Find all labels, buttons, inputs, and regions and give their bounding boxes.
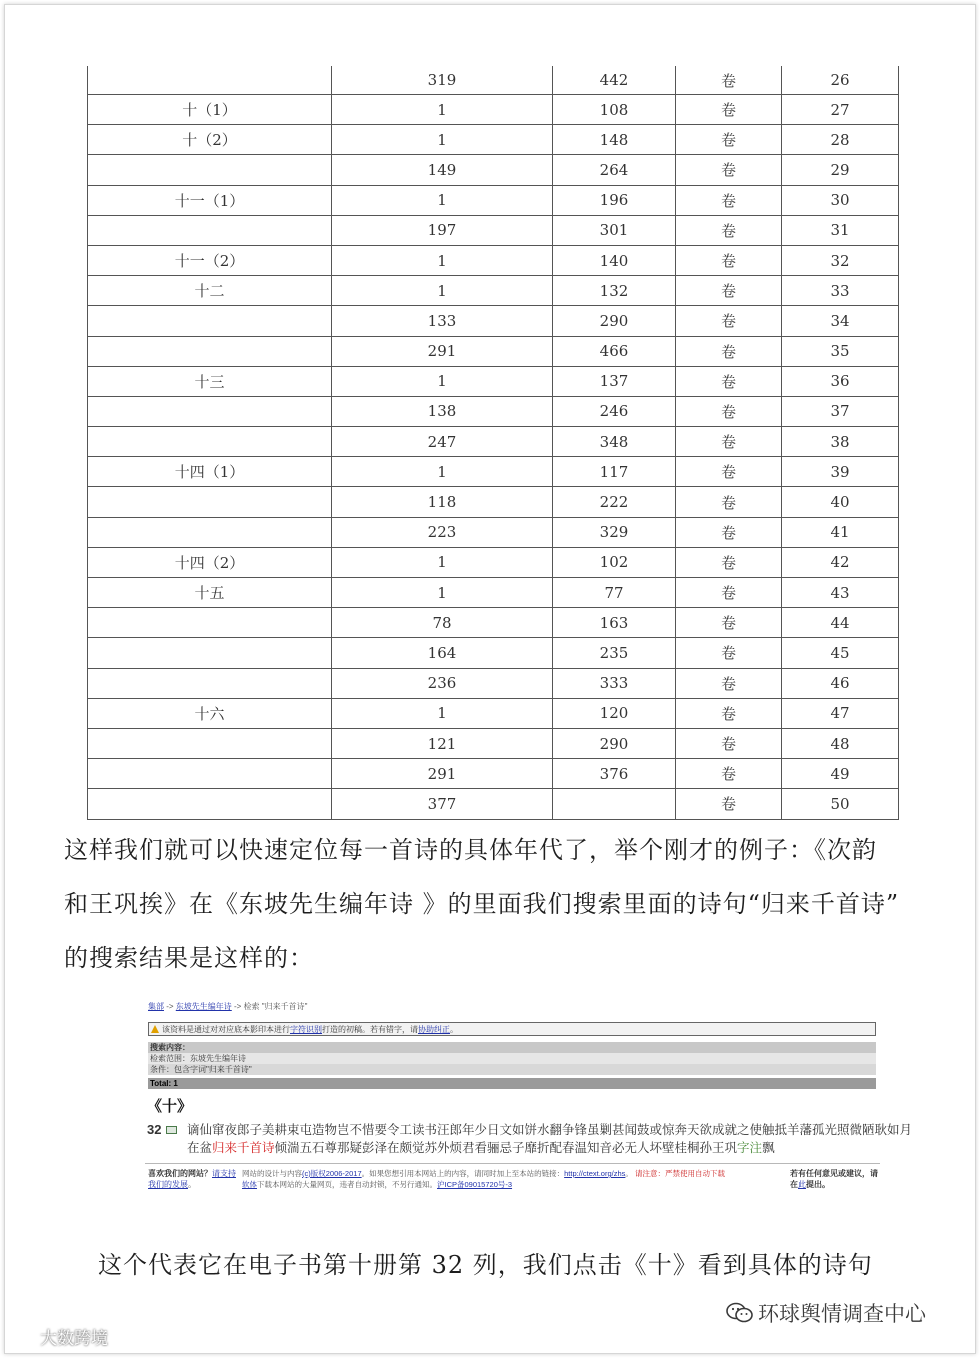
end-cell: 132 [553, 276, 676, 306]
breadcrumb [148, 1001, 307, 1012]
start-cell: 197 [332, 215, 553, 245]
end-cell: 235 [553, 638, 676, 668]
table-row [88, 728, 899, 758]
start-cell: 149 [332, 155, 553, 185]
index-cell: 46 [782, 668, 899, 698]
index-cell: 49 [782, 759, 899, 789]
volume-cell [88, 517, 332, 547]
end-cell: 333 [553, 668, 676, 698]
text-link-icon[interactable] [166, 1126, 177, 1134]
juan-cell: 卷 [676, 185, 782, 215]
table-row [88, 698, 899, 728]
start-cell: 1 [332, 457, 553, 487]
end-cell: 196 [553, 185, 676, 215]
breadcrumb-home-link[interactable]: 集部 [148, 1002, 164, 1011]
footer-line-1 [242, 1168, 782, 1179]
notice-text-pre: 该资料是通过对对应底本影印本进行 [162, 1025, 290, 1034]
start-cell: 236 [332, 668, 553, 698]
volume-cell: 十四（1） [88, 457, 332, 487]
start-cell: 133 [332, 306, 553, 336]
index-cell: 47 [782, 698, 899, 728]
volume-cell [88, 789, 332, 819]
table-row [88, 215, 899, 245]
index-cell: 41 [782, 517, 899, 547]
notice-text-post: 。 [450, 1025, 458, 1034]
volume-cell [88, 215, 332, 245]
software-link[interactable]: 软体 [242, 1180, 257, 1189]
end-cell: 163 [553, 608, 676, 638]
juan-cell: 卷 [676, 668, 782, 698]
copyright-link[interactable]: (c)版权2006-2017 [302, 1169, 362, 1178]
juan-cell: 卷 [676, 336, 782, 366]
end-cell: 376 [553, 759, 676, 789]
volume-cell [88, 306, 332, 336]
poem-line-2 [187, 1139, 887, 1157]
volume-cell [88, 66, 332, 95]
start-cell: 1 [332, 95, 553, 125]
start-cell: 1 [332, 276, 553, 306]
index-cell: 36 [782, 366, 899, 396]
juan-cell: 卷 [676, 457, 782, 487]
table-row [88, 396, 899, 426]
poem-line-2-mid: 倾湍五石尊那疑彭泽在颇觉苏外烦君看骊忌子靡折配春温知音必无人坏壁桂桐孙王巩 [274, 1141, 738, 1155]
poem-line-2-pre: 在盆 [187, 1141, 213, 1155]
poem-line-1: 谪仙窜夜郎子美耕束屯造物岂不惜要令工读书汪郎年少日文如饼水翻争锋虽剿甚闻鼓或惊奔天欲成就之使触抵羊藩孤光照微陋耿如月 [187, 1123, 913, 1137]
start-cell: 78 [332, 608, 553, 638]
start-cell: 1 [332, 547, 553, 577]
volume-cell: 十（1） [88, 95, 332, 125]
start-cell: 1 [332, 245, 553, 275]
result-number: 32 [147, 1122, 162, 1137]
footer-support-text: 喜欢我们的网站？ [148, 1169, 212, 1178]
volume-cell [88, 336, 332, 366]
index-cell: 44 [782, 608, 899, 638]
table-row [88, 276, 899, 306]
poem-note: 字注 [737, 1141, 763, 1155]
volume-cell: 十二 [88, 276, 332, 306]
volume-index-table [87, 66, 899, 820]
footer-line-2 [242, 1179, 782, 1190]
juan-cell: 卷 [676, 276, 782, 306]
juan-cell: 卷 [676, 578, 782, 608]
index-cell: 38 [782, 427, 899, 457]
footer-copyright [242, 1168, 782, 1190]
footer-feedback [790, 1168, 880, 1190]
table-row [88, 336, 899, 366]
footer-support [148, 1168, 243, 1190]
end-cell: 222 [553, 487, 676, 517]
end-cell: 120 [553, 698, 676, 728]
end-cell: 102 [553, 547, 676, 577]
footer-divider [145, 1163, 880, 1164]
table-row [88, 759, 899, 789]
end-cell: 117 [553, 457, 676, 487]
footer-feedback-post: 提出。 [806, 1180, 830, 1189]
index-cell: 27 [782, 95, 899, 125]
paragraph2: 这个代表它在电子书第十册第 32 列，我们点击《十》看到具体的诗句 [98, 1251, 873, 1279]
juan-cell: 卷 [676, 66, 782, 95]
start-cell: 118 [332, 487, 553, 517]
volume-cell: 十三 [88, 366, 332, 396]
index-cell: 50 [782, 789, 899, 819]
index-cell: 30 [782, 185, 899, 215]
start-cell: 1 [332, 125, 553, 155]
index-cell: 45 [782, 638, 899, 668]
poem-line-2-post: 飘 [762, 1141, 775, 1155]
volume-cell [88, 396, 332, 426]
start-cell: 1 [332, 698, 553, 728]
start-cell: 319 [332, 66, 553, 95]
table-row [88, 95, 899, 125]
volume-cell [88, 759, 332, 789]
search-scope: 检索范围：东坡先生编年诗 [148, 1053, 876, 1064]
index-cell: 34 [782, 306, 899, 336]
index-cell: 32 [782, 245, 899, 275]
end-cell: 264 [553, 155, 676, 185]
breadcrumb-separator: -> [164, 1002, 176, 1011]
feedback-link[interactable]: 此 [798, 1180, 806, 1189]
footer-line-1-c: 。 [625, 1169, 633, 1178]
juan-cell: 卷 [676, 759, 782, 789]
start-cell: 291 [332, 336, 553, 366]
end-cell: 290 [553, 306, 676, 336]
start-cell: 1 [332, 578, 553, 608]
table-row [88, 638, 899, 668]
table-row [88, 578, 899, 608]
table-row [88, 487, 899, 517]
start-cell: 164 [332, 638, 553, 668]
juan-cell: 卷 [676, 728, 782, 758]
volume-cell: 十四（2） [88, 547, 332, 577]
wechat-watermark-text: 环球舆情调查中心 [758, 1302, 926, 1326]
volume-cell: 十一（1） [88, 185, 332, 215]
start-cell: 138 [332, 396, 553, 426]
paragraph1-line2: 和王巩挨》在《东坡先生编年诗 》的里面我们搜索里面的诗句“归来千首诗” [64, 890, 900, 918]
book-volume-link[interactable]: 《十》 [147, 1097, 193, 1115]
paragraph1-line3: 的搜索结果是这样的： [64, 944, 314, 972]
search-result-screenshot [145, 1000, 913, 1192]
end-cell: 137 [553, 366, 676, 396]
volume-cell [88, 155, 332, 185]
start-cell: 1 [332, 185, 553, 215]
table-row [88, 789, 899, 819]
volume-cell [88, 608, 332, 638]
volume-cell: 十（2） [88, 125, 332, 155]
index-cell: 43 [782, 578, 899, 608]
index-cell: 26 [782, 66, 899, 95]
download-warning: 请注意：严禁使用自动下载 [635, 1169, 725, 1178]
chat-bubble-icon [6, 1328, 36, 1346]
volume-cell: 十六 [88, 698, 332, 728]
start-cell: 247 [332, 427, 553, 457]
poem-highlight: 归来千首诗 [212, 1141, 275, 1155]
start-cell: 291 [332, 759, 553, 789]
table-row [88, 427, 899, 457]
juan-cell: 卷 [676, 547, 782, 577]
juan-cell: 卷 [676, 638, 782, 668]
end-cell [553, 789, 676, 819]
juan-cell: 卷 [676, 366, 782, 396]
site-url-link[interactable]: http://ctext.org/zhs [564, 1169, 626, 1178]
index-cell: 35 [782, 336, 899, 366]
table-row [88, 517, 899, 547]
search-content-header: 搜索内容： [148, 1042, 876, 1053]
volume-cell [88, 487, 332, 517]
index-cell: 33 [782, 276, 899, 306]
search-condition: 条件：包含字词"归来千首诗" [148, 1064, 876, 1075]
volume-cell [88, 728, 332, 758]
juan-cell: 卷 [676, 789, 782, 819]
footer-line-1-a: 网站的设计与内容 [242, 1169, 302, 1178]
volume-cell [88, 427, 332, 457]
end-cell: 108 [553, 95, 676, 125]
paragraph1-line1: 这样我们就可以快速定位每一首诗的具体年代了，举个刚才的例子：《次韵 [64, 836, 877, 864]
index-cell: 28 [782, 125, 899, 155]
warning-icon [151, 1025, 159, 1033]
end-cell: 140 [553, 245, 676, 275]
volume-index-table-body [88, 66, 899, 819]
index-cell: 48 [782, 728, 899, 758]
table-row [88, 155, 899, 185]
table-row [88, 608, 899, 638]
corner-watermark-text: 大数跨境 [40, 1329, 108, 1349]
end-cell: 246 [553, 396, 676, 426]
footer-line-1-b: 。如果您想引用本网站上的内容，请同时加上至本站的链接： [361, 1169, 565, 1178]
volume-cell: 十五 [88, 578, 332, 608]
volume-cell [88, 638, 332, 668]
juan-cell: 卷 [676, 306, 782, 336]
footer-line-2-b: 下载本网站的大量网页，违者自动封锁，不另行通知。 [257, 1180, 437, 1189]
juan-cell: 卷 [676, 487, 782, 517]
end-cell: 77 [553, 578, 676, 608]
index-cell: 39 [782, 457, 899, 487]
juan-cell: 卷 [676, 396, 782, 426]
juan-cell: 卷 [676, 698, 782, 728]
wechat-icon [726, 1302, 754, 1324]
juan-cell: 卷 [676, 125, 782, 155]
juan-cell: 卷 [676, 245, 782, 275]
table-row [88, 668, 899, 698]
end-cell: 329 [553, 517, 676, 547]
start-cell: 377 [332, 789, 553, 819]
table-row [88, 125, 899, 155]
notice-text-mid: 打造的初稿。若有错字，请 [322, 1025, 418, 1034]
end-cell: 466 [553, 336, 676, 366]
ocr-notice [148, 1022, 876, 1036]
index-cell: 31 [782, 215, 899, 245]
poem-result [187, 1121, 913, 1157]
support-link[interactable]: 请支持我们的发展 [148, 1169, 236, 1189]
index-cell: 37 [782, 396, 899, 426]
table-row [88, 366, 899, 396]
volume-cell: 十一（2） [88, 245, 332, 275]
corner-watermark [6, 1324, 108, 1349]
wechat-watermark [726, 1297, 926, 1329]
start-cell: 223 [332, 517, 553, 547]
end-cell: 442 [553, 66, 676, 95]
breadcrumb-book-link[interactable]: 东坡先生编年诗 [175, 1002, 232, 1011]
juan-cell: 卷 [676, 608, 782, 638]
table-row [88, 457, 899, 487]
table-row [88, 547, 899, 577]
index-cell: 29 [782, 155, 899, 185]
result-total: Total: 1 [148, 1078, 876, 1089]
juan-cell: 卷 [676, 155, 782, 185]
icp-link[interactable]: 沪ICP备09015720号-3 [437, 1180, 513, 1189]
juan-cell: 卷 [676, 517, 782, 547]
end-cell: 301 [553, 215, 676, 245]
index-cell: 40 [782, 487, 899, 517]
table-row [88, 66, 899, 95]
table-row [88, 185, 899, 215]
volume-cell [88, 668, 332, 698]
juan-cell: 卷 [676, 95, 782, 125]
start-cell: 121 [332, 728, 553, 758]
footer-support-post: 。 [188, 1180, 196, 1189]
end-cell: 348 [553, 427, 676, 457]
breadcrumb-search-label: -> 检索 "归来千首诗" [231, 1002, 308, 1011]
juan-cell: 卷 [676, 215, 782, 245]
table-row [88, 306, 899, 336]
index-cell: 42 [782, 547, 899, 577]
help-correct-link[interactable]: 协助纠正 [418, 1025, 450, 1034]
footer-feedback-text: 若有任何意见或建议，请在 [790, 1169, 878, 1189]
start-cell: 1 [332, 366, 553, 396]
ocr-link[interactable]: 字符识别 [290, 1025, 322, 1034]
end-cell: 148 [553, 125, 676, 155]
juan-cell: 卷 [676, 427, 782, 457]
end-cell: 290 [553, 728, 676, 758]
table-row [88, 245, 899, 275]
